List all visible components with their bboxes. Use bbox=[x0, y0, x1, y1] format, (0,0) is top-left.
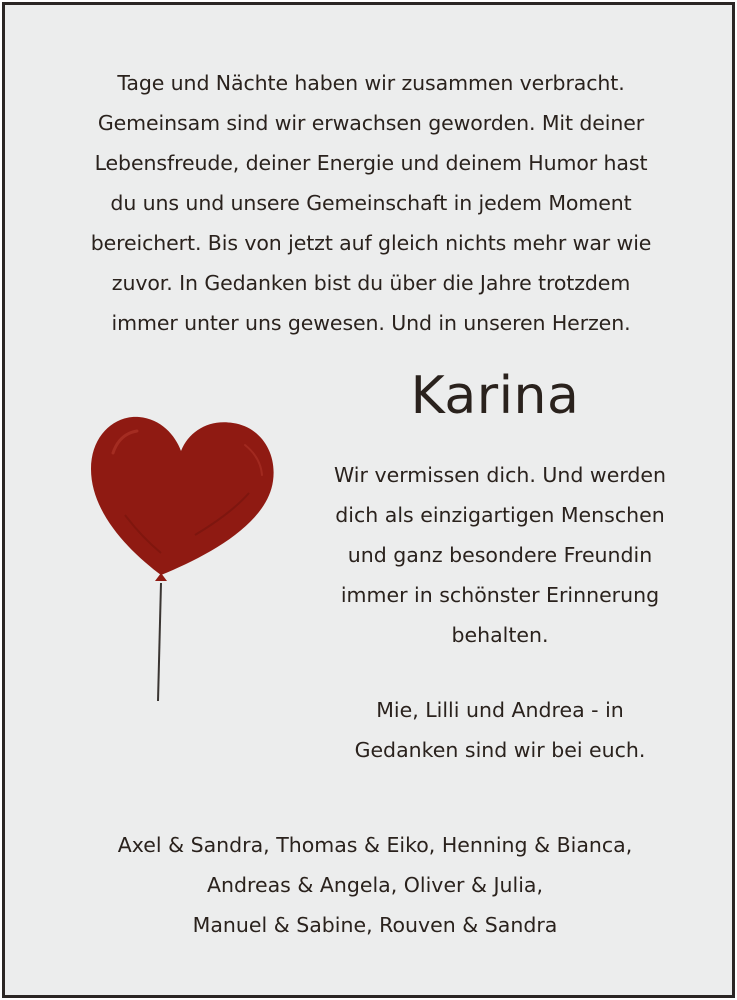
greeting-line: Gedanken sind wir bei euch. bbox=[354, 738, 646, 762]
signers-list bbox=[45, 825, 705, 945]
message-line: behalten. bbox=[451, 623, 549, 647]
message-line: dich als einzigartigen Menschen bbox=[335, 503, 665, 527]
intro-line: immer unter uns gewesen. Und in unseren Herzen. bbox=[111, 311, 631, 335]
intro-line: zuvor. In Gedanken bist du über die Jahre trotzdem bbox=[111, 271, 631, 295]
heart-balloon-icon bbox=[85, 405, 285, 715]
intro-line: Gemeinsam sind wir erwachsen geworden. Mit deiner bbox=[97, 111, 645, 135]
greeting-line: Mie, Lilli und Andrea - in bbox=[376, 698, 624, 722]
message-line: und ganz besondere Freundin bbox=[347, 543, 653, 567]
intro-text bbox=[45, 63, 697, 343]
obituary-card bbox=[2, 2, 735, 998]
message-text bbox=[300, 455, 700, 655]
greeting-text bbox=[300, 690, 700, 770]
intro-line: Lebensfreude, deiner Energie und deinem Humor hast bbox=[94, 151, 648, 175]
deceased-name: Karina bbox=[410, 366, 580, 426]
intro-line: bereichert. Bis von jetzt auf gleich nichts mehr war wie bbox=[90, 231, 652, 255]
intro-line: du uns und unsere Gemeinschaft in jedem Moment bbox=[110, 191, 632, 215]
message-line: Wir vermissen dich. Und werden bbox=[333, 463, 666, 487]
intro-line: Tage und Nächte haben wir zusammen verbracht. bbox=[117, 71, 625, 95]
signers-line: Axel & Sandra, Thomas & Eiko, Henning & Bianca, bbox=[117, 833, 633, 857]
signers-line: Manuel & Sabine, Rouven & Sandra bbox=[192, 913, 558, 937]
signers-line: Andreas & Angela, Oliver & Julia, bbox=[206, 873, 544, 897]
message-line: immer in schönster Erinnerung bbox=[340, 583, 660, 607]
